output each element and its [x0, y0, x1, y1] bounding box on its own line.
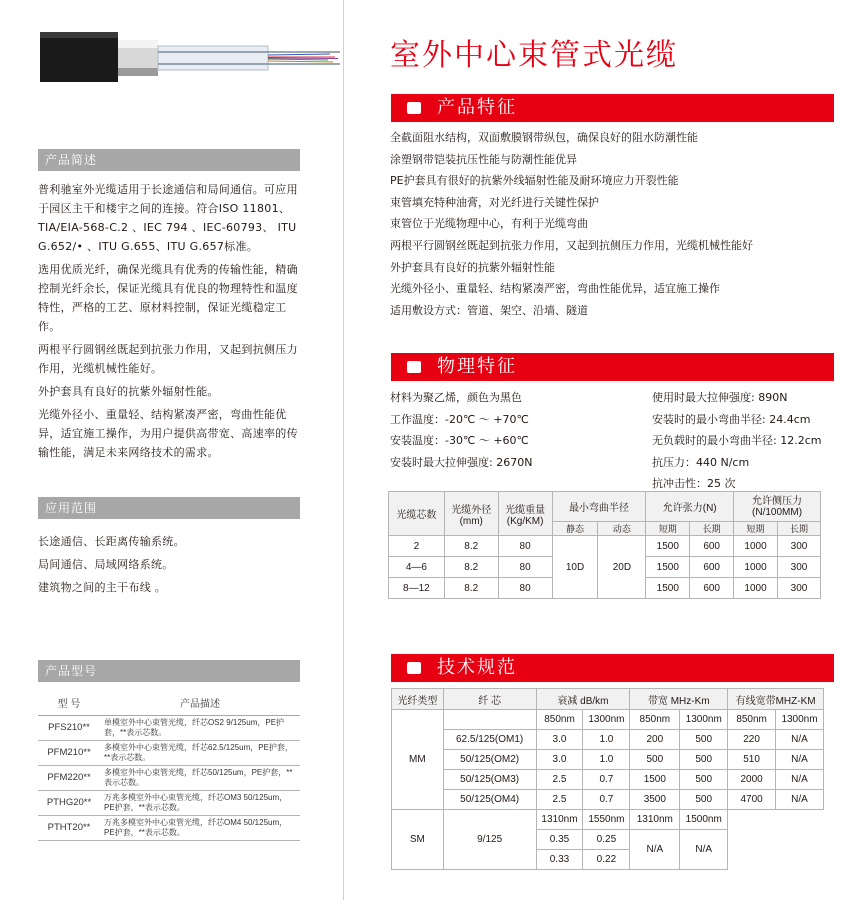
cell: 220 [728, 730, 776, 750]
model-table-header [38, 691, 300, 715]
col-header: 纤 芯 [443, 689, 536, 710]
intro-text [38, 180, 298, 466]
model-code: PTHG20** [38, 790, 100, 815]
cell: N/A [680, 830, 728, 870]
sub-header: 长期 [778, 522, 821, 536]
cell: 50/125(OM4) [443, 790, 536, 810]
application-header: 应用范围 [38, 497, 300, 519]
cable-image [40, 30, 340, 86]
cell: 1000 [734, 578, 778, 599]
sub-header: 静态 [552, 522, 598, 536]
cell: 300 [778, 536, 821, 557]
intro-paragraph: 普利驰室外光缆适用于长途通信和局间通信。可应用于园区主干和楼宇之间的连接。符合ISO 11801、 TIA/EIA-568-C.2 、IEC 794 、IEC-60793、 ITU G.652/• 、ITU G.655、ITU G.657标准。 [38, 183, 298, 253]
physical-item: 抗冲击性：25 次 [652, 477, 736, 491]
cell: N/A [776, 770, 824, 790]
cell: 8.2 [444, 557, 498, 578]
physical-left-list [390, 387, 640, 473]
model-row [38, 790, 300, 815]
wavelength: 1310nm [536, 810, 583, 830]
physical-item: 无负载时的最小弯曲半径: 12.2cm [652, 434, 822, 448]
wavelength: 850nm [630, 710, 680, 730]
cell: 1.0 [583, 730, 630, 750]
square-bullet-icon [407, 102, 421, 114]
cell: 500 [680, 770, 728, 790]
cell: 3.0 [536, 750, 583, 770]
table-row [392, 730, 824, 750]
cell: 10D [552, 536, 598, 599]
feature-item: 适用敷设方式：管道、架空、沿墙、隧道 [390, 303, 588, 317]
desc-col-header: 产品描述 [100, 691, 300, 715]
model-header: 产品型号 [38, 660, 300, 682]
application-item: 建筑物之间的主干布线 。 [38, 581, 167, 594]
cell: 1500 [630, 770, 680, 790]
application-item: 长途通信、长距离传输系统。 [38, 535, 185, 548]
square-bullet-icon [407, 662, 421, 674]
cell: N/A [630, 830, 680, 870]
wavelength: 1500nm [680, 810, 728, 830]
cell: 500 [680, 790, 728, 810]
cell: 1000 [734, 536, 778, 557]
cell: N/A [776, 750, 824, 770]
cell: 0.33 [536, 850, 583, 870]
model-col-header: 型 号 [38, 691, 100, 715]
wavelength: 1300nm [776, 710, 824, 730]
cell: 1000 [734, 557, 778, 578]
physical-item: 安装温度：-30℃ ～ +60℃ [390, 434, 529, 448]
tech-header-label: 技术规范 [437, 657, 517, 678]
table-row [392, 770, 824, 790]
model-row [38, 765, 300, 790]
feature-item: 两根平行圆钢丝既起到抗张力作用，又起到抗侧压力作用，光缆机械性能好 [390, 238, 753, 252]
feature-item: 束管填充特种油膏，对光纤进行关键性保护 [390, 195, 599, 209]
cell: 0.22 [583, 850, 630, 870]
cell: 600 [690, 578, 734, 599]
model-code: PTHT20** [38, 815, 100, 840]
cell: 3.0 [536, 730, 583, 750]
column-divider [343, 0, 344, 900]
model-table [38, 691, 300, 841]
col-header: 有线宽带MHZ-KM [728, 689, 824, 710]
table-row [389, 536, 821, 557]
features-list [390, 127, 835, 321]
cell: 300 [778, 578, 821, 599]
col-header: 光缆芯数 [389, 492, 445, 536]
intro-paragraph: 选用优质光纤，确保光缆具有优秀的传输性能，精确控制光纤余长，保证光缆具有优良的物理特性和温度特性，严格的工艺、原材料控制，保证光缆稳定工作。 [38, 263, 298, 333]
model-code: PFM220** [38, 765, 100, 790]
cell: 4700 [728, 790, 776, 810]
cell: 2.5 [536, 790, 583, 810]
physical-item: 使用时最大拉伸强度: 890N [652, 391, 788, 404]
cell: 1500 [646, 536, 690, 557]
physical-right-list [652, 387, 842, 495]
cell: 510 [728, 750, 776, 770]
cell: 20D [598, 536, 646, 599]
model-desc: 多模室外中心束管光缆，纤芯50/125um，PE护套，**表示芯数。 [100, 765, 300, 790]
cell: 80 [498, 578, 552, 599]
cell: 8.2 [444, 578, 498, 599]
cell [443, 710, 536, 730]
physical-spec-table [388, 491, 821, 599]
physical-item: 安装时最大拉伸强度: 2670N [390, 455, 533, 469]
sub-header: 长期 [690, 522, 734, 536]
col-header: 光缆外径 (mm) [444, 492, 498, 536]
col-header: 衰减 dB/km [536, 689, 630, 710]
feature-item: PE护套具有很好的抗紫外线辐射性能及耐环境应力开裂性能 [390, 174, 679, 188]
cell: 0.7 [583, 770, 630, 790]
cell: 500 [630, 750, 680, 770]
col-header: 光缆重量 (Kg/KM) [498, 492, 552, 536]
table-row [392, 790, 824, 810]
physical-item: 工作温度：-20℃ ～ +70℃ [390, 412, 529, 426]
cell: 50/125(OM3) [443, 770, 536, 790]
cell: 4—6 [389, 557, 445, 578]
feature-item: 涂塑钢带铠装抗压性能与防潮性能优异 [390, 152, 577, 166]
cell: 0.35 [536, 830, 583, 850]
wavelength: 1300nm [583, 710, 630, 730]
cell: N/A [776, 730, 824, 750]
col-header: 带宽 MHz-Km [630, 689, 728, 710]
tech-spec-table [391, 688, 824, 870]
model-row [38, 715, 300, 740]
cell: 8—12 [389, 578, 445, 599]
cell: 500 [680, 750, 728, 770]
wavelength: 1300nm [680, 710, 728, 730]
cell: 1.0 [583, 750, 630, 770]
model-desc: 万兆多模室外中心束管光缆，纤芯OM4 50/125um，PE护套，**表示芯数。 [100, 815, 300, 840]
sub-header: 短期 [646, 522, 690, 536]
application-item: 局间通信、局域网络系统。 [38, 558, 174, 571]
col-header: 允许侧压力 (N/100MM) [734, 492, 821, 522]
wavelength: 850nm [728, 710, 776, 730]
cell: 1500 [646, 557, 690, 578]
intro-paragraph: 光缆外径小、重量轻、结构紧凑严密，弯曲性能优异，适宜施工操作，为用户提供高带宽、高速率的传输性能，满足未来网络技术的需求。 [38, 408, 298, 459]
wavelength: 1310nm [630, 810, 680, 830]
cell: 9/125 [443, 810, 536, 870]
features-header [391, 94, 834, 122]
cell: 0.7 [583, 790, 630, 810]
cell: 200 [630, 730, 680, 750]
cell: 80 [498, 557, 552, 578]
col-header: 光纤类型 [392, 689, 444, 710]
cell: 8.2 [444, 536, 498, 557]
features-header-label: 产品特征 [437, 97, 517, 118]
cell: 2 [389, 536, 445, 557]
fiber-type-mm: MM [392, 710, 444, 810]
application-list [38, 530, 298, 599]
physical-item: 抗压力：440 N/cm [652, 455, 750, 469]
model-desc: 万兆多模室外中心束管光缆，纤芯OM3 50/125um，PE护套，**表示芯数。 [100, 790, 300, 815]
physical-item: 材料为聚乙烯，颜色为黑色 [390, 391, 522, 404]
cell: N/A [776, 790, 824, 810]
feature-item: 全截面阻水结构，双面敷膜钢带纵包，确保良好的阻水防潮性能 [390, 131, 698, 144]
cell: 1500 [646, 578, 690, 599]
table-row [392, 750, 824, 770]
fiber-type-sm: SM [392, 810, 444, 870]
model-desc: 单模室外中心束管光缆，纤芯OS2 9/125um，PE护套，**表示芯数。 [100, 715, 300, 740]
physical-header-label: 物理特征 [437, 356, 517, 377]
wavelength: 850nm [536, 710, 583, 730]
cell: 80 [498, 536, 552, 557]
physical-header [391, 353, 834, 381]
model-row [38, 815, 300, 840]
feature-item: 光缆外径小、重量轻、结构紧凑严密，弯曲性能优异，适宜施工操作 [390, 282, 720, 296]
cell: 600 [690, 557, 734, 578]
model-row [38, 740, 300, 765]
cell: 500 [680, 730, 728, 750]
cell-blank [728, 810, 824, 870]
cell: 50/125(OM2) [443, 750, 536, 770]
col-header: 允许张力(N) [646, 492, 734, 522]
page-title: 室外中心束管式光缆 [390, 38, 678, 73]
cell: 3500 [630, 790, 680, 810]
physical-item: 安装时的最小弯曲半径: 24.4cm [652, 412, 811, 426]
intro-header: 产品简述 [38, 149, 300, 171]
model-code: PFM210** [38, 740, 100, 765]
feature-item: 束管位于光缆物理中心，有利于光缆弯曲 [390, 217, 588, 231]
model-desc: 多模室外中心束管光缆，纤芯62.5/125um，PE护套，**表示芯数。 [100, 740, 300, 765]
square-bullet-icon [407, 361, 421, 373]
cell: 62.5/125(OM1) [443, 730, 536, 750]
tech-header [391, 654, 834, 682]
cell: 0.25 [583, 830, 630, 850]
sub-header: 动态 [598, 522, 646, 536]
cell: 2000 [728, 770, 776, 790]
wavelength: 1550nm [583, 810, 630, 830]
model-code: PFS210** [38, 715, 100, 740]
intro-paragraph: 两根平行圆钢丝既起到抗张力作用，又起到抗侧压力作用，光缆机械性能好。 [38, 343, 298, 375]
cell: 300 [778, 557, 821, 578]
cell: 600 [690, 536, 734, 557]
cell: 2.5 [536, 770, 583, 790]
col-header: 最小弯曲半径 [552, 492, 646, 522]
intro-paragraph: 外护套具有良好的抗紫外辐射性能。 [38, 385, 219, 398]
sub-header: 短期 [734, 522, 778, 536]
feature-item: 外护套具有良好的抗紫外辐射性能 [390, 260, 555, 274]
